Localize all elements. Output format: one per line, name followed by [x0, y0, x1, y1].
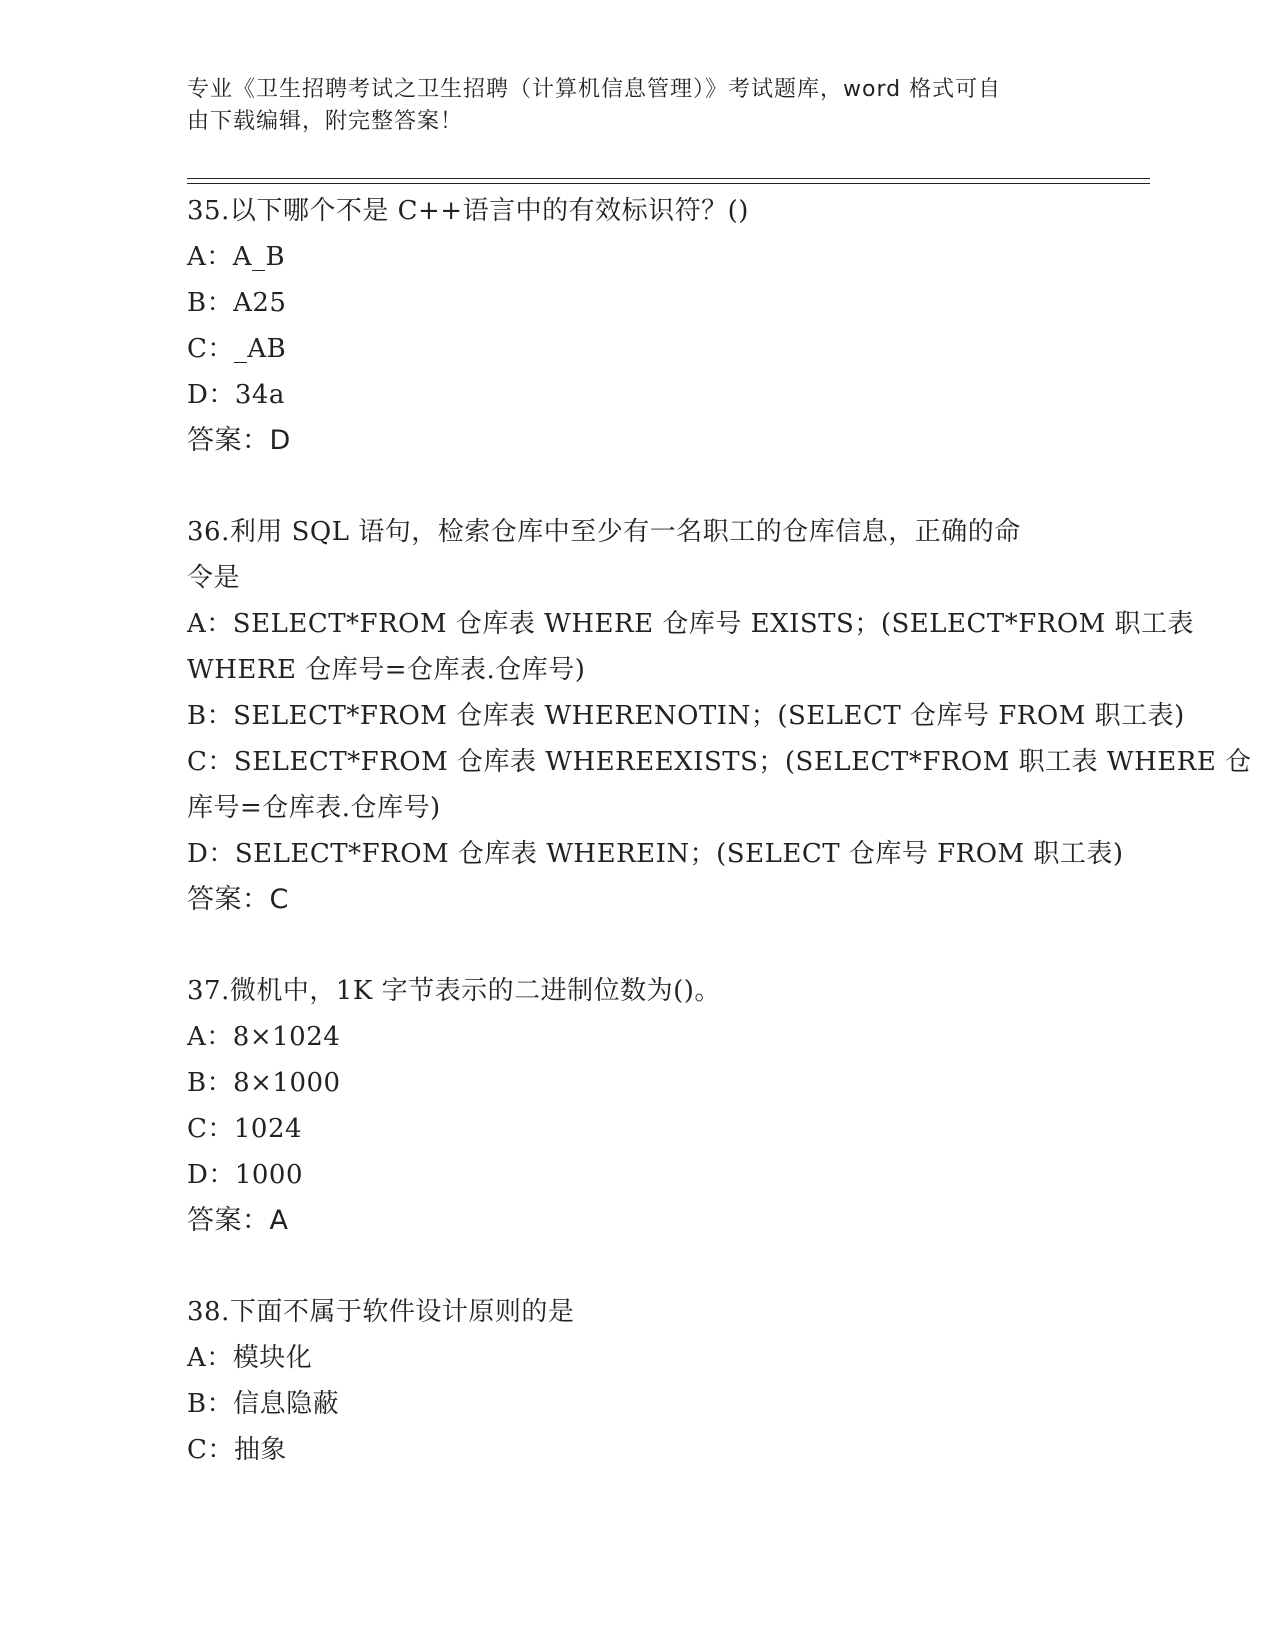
answer: 答案：A: [187, 1205, 289, 1236]
spacer: [187, 464, 1087, 509]
question-36: [187, 509, 1252, 923]
header-line-2: 由下载编辑，附完整答案！: [187, 109, 464, 134]
option-a: A：8×1024: [187, 1022, 341, 1052]
option-a: A：A_B: [187, 242, 286, 272]
option-c: C：抽象: [187, 1435, 287, 1465]
question-37: [187, 968, 1087, 1244]
option-c: C：SELECT*FROM 仓库表 WHEREEXISTS；(SELECT*FROM 职工表 WHERE 仓: [187, 747, 1252, 777]
document-header: [187, 74, 1087, 138]
question-35: [187, 188, 1087, 464]
option-d: D：SELECT*FROM 仓库表 WHEREIN；(SELECT 仓库号 FROM 职工表): [187, 839, 1124, 869]
question-stem: 38.下面不属于软件设计原则的是: [187, 1297, 575, 1327]
question-stem: 35.以下哪个不是 C++语言中的有效标识符？(): [187, 196, 749, 226]
option-b: B：信息隐蔽: [187, 1389, 340, 1419]
option-a: A：SELECT*FROM 仓库表 WHERE 仓库号 EXISTS；(SELECT*FROM 职工表: [187, 609, 1195, 639]
option-d: D：1000: [187, 1160, 304, 1190]
option-a: A：模块化: [187, 1343, 313, 1373]
question-stem-continued: 令是: [187, 563, 241, 593]
answer: 答案：C: [187, 884, 289, 915]
question-list: [187, 188, 1252, 1473]
option-c: C：_AB: [187, 334, 287, 364]
header-divider-bottom: [187, 183, 1150, 184]
option-b: B：A25: [187, 288, 287, 318]
question-38: [187, 1289, 1087, 1473]
option-c-continued: 库号=仓库表.仓库号): [187, 793, 441, 823]
question-stem: 36.利用 SQL 语句，检索仓库中至少有一名职工的仓库信息，正确的命: [187, 517, 1021, 547]
answer: 答案：D: [187, 425, 291, 456]
option-c: C：1024: [187, 1114, 303, 1144]
header-divider-top: [187, 178, 1150, 179]
option-d: D：34a: [187, 380, 285, 410]
spacer: [187, 923, 1087, 968]
question-stem: 37.微机中，1K 字节表示的二进制位数为()。: [187, 976, 721, 1006]
header-line-1: 专业《卫生招聘考试之卫生招聘（计算机信息管理）》考试题库，word 格式可自: [187, 77, 1002, 102]
option-b: B：8×1000: [187, 1068, 341, 1098]
spacer: [187, 1244, 1087, 1289]
option-a-continued: WHERE 仓库号=仓库表.仓库号): [187, 655, 586, 685]
option-b: B：SELECT*FROM 仓库表 WHERENOTIN；(SELECT 仓库号 FROM 职工表): [187, 701, 1185, 731]
